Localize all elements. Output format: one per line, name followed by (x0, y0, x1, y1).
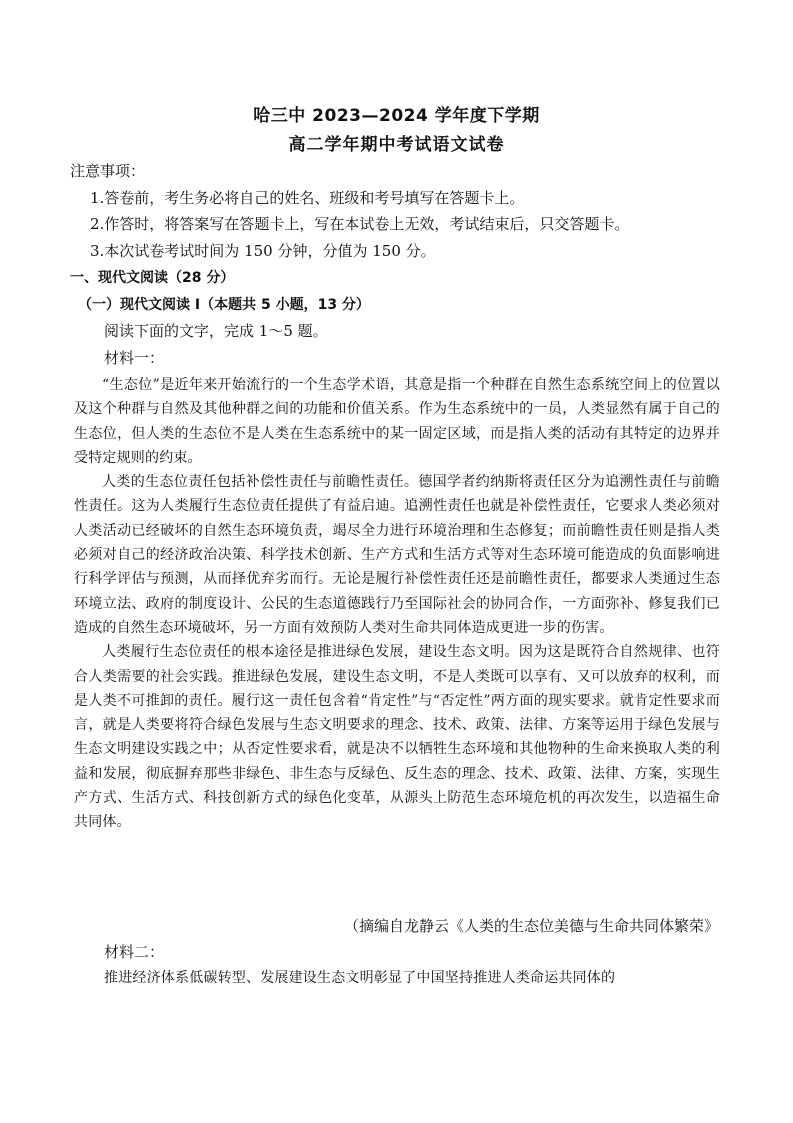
exam-title-school-term: 哈三中 2023—2024 学年度下学期 (253, 106, 540, 126)
material1-source: （摘编自龙静云《人类的生态位美德与生命共同体繁荣》 (343, 917, 719, 935)
section-title: 一、现代文阅读（28 分） (70, 270, 235, 286)
material1-paragraph: 人类的生态位责任包括补偿性责任与前瞻性责任。德国学者约纳斯将责任区分为追溯性责任与前瞻性责任。这为人类履行生态位责任提供了有益启迪。追溯性责任也就是补偿性责任，它要求人类必须对人类活动已经破坏的自然生态环境负责，竭尽全力进行环境治理和生态修复；而前瞻性责任则是指人类必须对自己的经济政治决策、科学技术创新、生产方式和生活方式等对生态环境可能造成的负面影响进行科学评估与预测，从而择优弃劣而行。无论是履行补偿性责任还是前瞻性责任，都要求人类通过生态环境立法、政府的制度设计、公民的生态道德践行乃至国际社会的协同合作，一方面弥补、修复我们已造成的自然生态环境破坏，另一方面有效预防人类对生命共同体造成更进一步的伤害。 (74, 474, 720, 636)
reading-instruction: 阅读下面的文字，完成 1～5 题。 (104, 322, 328, 340)
material1-paragraph: “生态位”是近年来开始流行的一个生态学术语，其意是指一个种群在自然生态系统空间上的位置以及这个种群与自然及其他种群之间的功能和价值关系。作为生态系统中的一员，人类显然有属于自己的生态位，但人类的生态位不是人类在生态系统中的某一固定区域，而是指人类的活动有其特定的边界并受特定规则的约束。 (74, 377, 720, 466)
material1-label: 材料一： (104, 349, 165, 367)
notes-item: 1.答卷前，考生务必将自己的姓名、班级和考号填写在答题卡上。 (90, 188, 525, 207)
notes-item: 2.作答时，将答案写在答题卡上，写在本试卷上无效，考试结束后，只交答题卡。 (90, 215, 630, 233)
notes-item: 3.本次试卷考试时间为 150 分钟，分值为 150 分。 (90, 241, 436, 260)
instructions-notes (70, 158, 730, 264)
material1-paragraph: 人类履行生态位责任的根本途径是推进绿色发展，建设生态文明。因为这是既符合自然规律、也符合人类需要的社会实践。推进绿色发展，建设生态文明，不是人类既可以享有、又可以放弃的权利，而是人类不可推卸的责任。履行这一责任包含着“肯定性”与“否定性”两方面的现实要求。就肯定性要求而言，就是人类要将符合绿色发展与生态文明要求的理念、技术、政策、法律、方案等运用于绿色发展与生态文明建设实践之中；从否定性要求看，就是决不以牺牲生态环境和其他物种的生命来换取人类的利益和发展，彻底摒弃那些非绿色、非生态与反绿色、反生态的理念、技术、政策、法律、方案，实现生产方式、生活方式、科技创新方式的绿色化变革，从源头上防范生态环境危机的再次发生，以造福生命共同体。 (74, 644, 720, 831)
section-subtitle: （一）现代文阅读 I（本题共 5 小题，13 分） (78, 297, 370, 313)
notes-heading: 注意事项： (70, 162, 146, 180)
exam-title-subject: 高二学年期中考试语文试卷 (288, 135, 505, 155)
material2-text: 推进经济体系低碳转型、发展建设生态文明彰显了中国坚持推进人类命运共同体的 (104, 970, 616, 986)
material1-body (74, 373, 720, 835)
material2-label: 材料二： (104, 943, 165, 961)
